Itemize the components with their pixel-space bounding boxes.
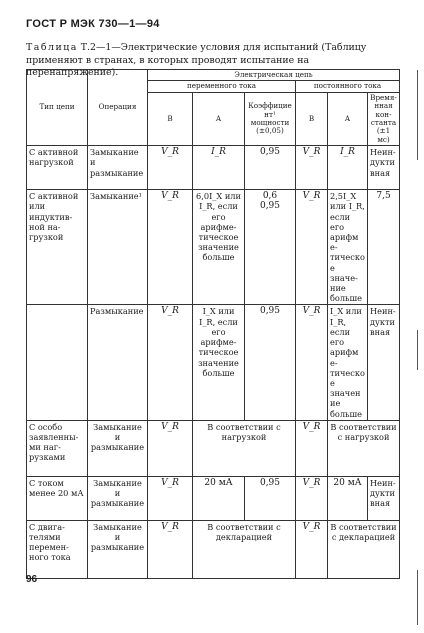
cell-dc-voltage: V_R <box>296 190 328 305</box>
cell-dc-voltage: V_R <box>296 520 328 578</box>
cell-type: С двигателями переменного тока <box>27 520 88 578</box>
cell-time-constant: Неиндуктивная <box>368 305 400 420</box>
electrical-conditions-table <box>26 69 400 579</box>
cell-dc-current: I_X или I_R, если его арифметическое значение больше <box>328 305 368 420</box>
cell-ac-voltage: V_R <box>148 420 193 476</box>
cell-ac-voltage: V_R <box>148 190 193 305</box>
scan-edge-line <box>417 330 418 370</box>
cell-dc-current: 20 мА <box>328 476 368 520</box>
header-ac-current: А <box>193 92 245 145</box>
cell-ac-current: 20 мА <box>193 476 245 520</box>
header-dc: постоянного тока <box>296 81 400 92</box>
cell-dc-current: 2,5I_X или I_R, если его арифметическое значение больше <box>328 190 368 305</box>
cell-time-constant: 7,5 <box>368 190 400 305</box>
header-electric-circuit: Электрическая цепь <box>148 70 400 81</box>
cell-power-factor: 0,95 <box>245 146 296 190</box>
cell-dc-merged: В соответствии с декларацией <box>328 520 400 578</box>
cell-operation: Замыкание и размыкание <box>88 476 148 520</box>
cell-dc-voltage: V_R <box>296 146 328 190</box>
document-header: ГОСТ Р МЭК 730—1—94 <box>26 18 160 30</box>
cell-ac-current: 6,0I_X или I_R, если его арифметическое значение больше <box>193 190 245 305</box>
cell-dc-current: I_R <box>328 146 368 190</box>
cell-ac-current: I_X или I_R, если его арифметическое значение больше <box>193 305 245 420</box>
cell-type: С особо заявленными нагрузками <box>27 420 88 476</box>
cell-dc-voltage: V_R <box>296 476 328 520</box>
cell-power-factor: 0,95 <box>245 305 296 420</box>
cell-ac-merged: В соответствии с декларацией <box>193 520 296 578</box>
cell-operation: Замыкание¹ <box>88 190 148 305</box>
cell-dc-voltage: V_R <box>296 420 328 476</box>
header-operation: Операция <box>88 70 148 146</box>
header-circuit-type: Тип цепи <box>27 70 88 146</box>
cell-type: С активной нагрузкой <box>27 146 88 190</box>
cell-ac-voltage: V_R <box>148 305 193 420</box>
cell-operation: Замыкание и размыкание <box>88 146 148 190</box>
cell-operation: Замыкание и размыкание <box>88 520 148 578</box>
caption-lead: Таблица <box>26 42 78 53</box>
cell-type: С током менее 20 мА <box>27 476 88 520</box>
header-ac: переменного тока <box>148 81 296 92</box>
header-ac-voltage: В <box>148 92 193 145</box>
scan-edge-line <box>417 70 418 160</box>
cell-ac-current: I_R <box>193 146 245 190</box>
cell-time-constant: Неиндуктивная <box>368 476 400 520</box>
cell-power-factor: 0,95 <box>245 476 296 520</box>
caption-text: Т.2—1—Электрические условия для испытаний (Таблицу применяют в странах, в которых проводят испытание на перенапряжение). <box>26 42 367 78</box>
cell-operation: Размыкание <box>88 305 148 420</box>
header-dc-voltage: В <box>296 92 328 145</box>
cell-ac-voltage: V_R <box>148 476 193 520</box>
cell-dc-voltage: V_R <box>296 305 328 420</box>
cell-dc-merged: В соответствии с нагрузкой <box>328 420 400 476</box>
scan-edge-line <box>417 570 418 625</box>
cell-ac-voltage: V_R <box>148 520 193 578</box>
header-power-factor: Коэффициент¹ мощности (±0,05) <box>245 92 296 145</box>
cell-type: С активной или индуктивной нагрузкой <box>27 190 88 305</box>
cell-ac-voltage: V_R <box>148 146 193 190</box>
cell-power-factor: 0,6 0,95 <box>245 190 296 305</box>
cell-ac-merged: В соответствии с нагрузкой <box>193 420 296 476</box>
cell-type <box>27 305 88 420</box>
page-number: 96 <box>26 574 38 585</box>
header-dc-current: А <box>328 92 368 145</box>
cell-operation: Замыкание и размыкание <box>88 420 148 476</box>
header-time-constant: Времянная константа (±1 мс) <box>368 92 400 145</box>
cell-time-constant: Неиндуктивная <box>368 146 400 190</box>
